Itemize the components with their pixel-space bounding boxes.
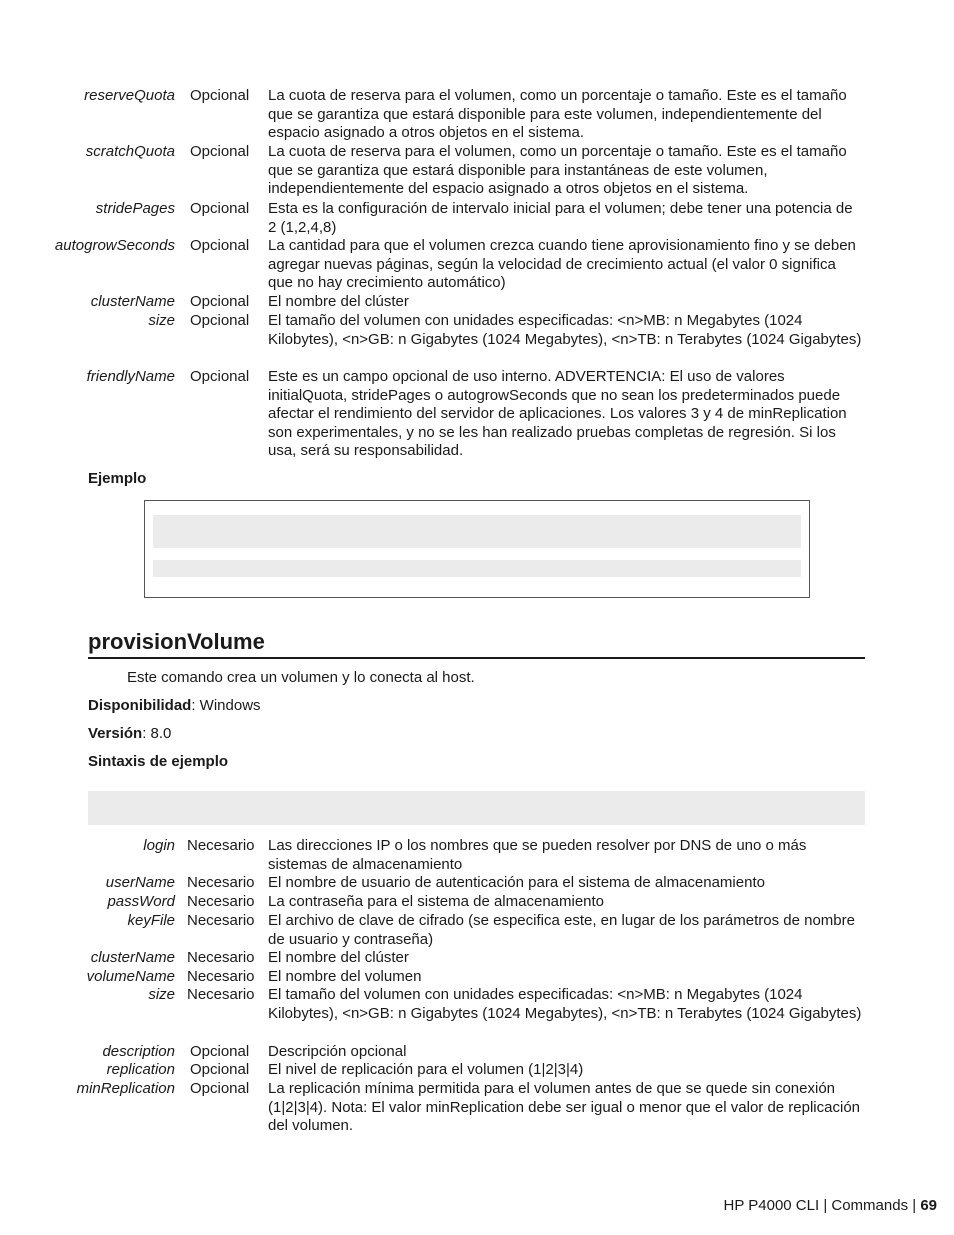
param-description: Las direcciones IP o los nombres que se pueden resolver por DNS de uno o más sistemas de almacenamiento bbox=[268, 837, 807, 873]
param-requirement: Necesario bbox=[187, 986, 255, 1003]
param-description: El archivo de clave de cifrado (se especifica este, en lugar de los parámetros de nombre de usuario y contraseña) bbox=[268, 912, 855, 948]
param-name: size bbox=[148, 312, 175, 329]
param-requirement: Opcional bbox=[190, 368, 250, 385]
param-description: Este es un campo opcional de uso interno. ADVERTENCIA: El uso de valores initialQuota, stridePages o autogrowSeconds que no sean los predeterminados puede afectar el rendimiento del servidor de aplicaciones. Los valores 3 y 4 de minReplication son experimentales, y no se les han realizado pruebas completas de regresión. Si los usa, será su responsabilidad. bbox=[268, 368, 847, 460]
param-requirement: Opcional bbox=[190, 312, 250, 329]
syntax-heading: Sintaxis de ejemplo bbox=[88, 753, 229, 770]
section-title: provisionVolume bbox=[88, 629, 865, 659]
availability-line bbox=[88, 697, 261, 714]
page-number: 69 bbox=[920, 1197, 937, 1214]
param-description: La cuota de reserva para el volumen, como un porcentaje o tamaño. Este es el tamaño que se garantiza que estará disponible para este volumen, independientemente del espacio asignado a otros objetos en el sistema. bbox=[268, 87, 847, 142]
param-name: friendlyName bbox=[86, 368, 175, 385]
param-requirement: Necesario bbox=[187, 893, 255, 910]
footer-text: HP P4000 CLI | Commands | bbox=[723, 1197, 921, 1214]
syntax-code-box bbox=[88, 791, 865, 825]
param-description: La cantidad para que el volumen crezca cuando tiene aprovisionamiento fino y se deben agregar nuevas páginas, según la velocidad de crecimiento actual (el valor 0 significa que no hay crecimiento automático) bbox=[268, 237, 856, 292]
param-requirement: Opcional bbox=[190, 293, 250, 310]
param-description: La cuota de reserva para el volumen, como un porcentaje o tamaño. Este es el tamaño que se garantiza que estará disponible para instantáneas de este volumen, independientemente del espacio asignado a otros objetos en el sistema. bbox=[268, 143, 847, 198]
param-description: El nombre del volumen bbox=[268, 968, 422, 985]
param-name: stridePages bbox=[95, 200, 175, 217]
code-line bbox=[153, 560, 801, 577]
param-requirement: Necesario bbox=[187, 968, 255, 985]
param-requirement: Opcional bbox=[190, 1061, 250, 1078]
param-requirement: Necesario bbox=[187, 912, 255, 929]
example-heading: Ejemplo bbox=[88, 470, 147, 487]
param-requirement: Opcional bbox=[190, 1043, 250, 1060]
param-name: minReplication bbox=[76, 1080, 175, 1097]
param-requirement: Opcional bbox=[190, 1080, 250, 1097]
availability-label: Disponibilidad bbox=[88, 697, 192, 714]
param-name: reserveQuota bbox=[84, 87, 175, 104]
param-description: El nombre del clúster bbox=[268, 949, 409, 966]
param-name: scratchQuota bbox=[85, 143, 175, 160]
param-name: size bbox=[148, 986, 175, 1003]
param-requirement: Opcional bbox=[190, 87, 250, 104]
availability-value: : Windows bbox=[191, 697, 261, 714]
param-description: El nombre del clúster bbox=[268, 293, 409, 310]
param-name: keyFile bbox=[127, 912, 175, 929]
param-requirement: Necesario bbox=[187, 874, 255, 891]
param-description: La contraseña para el sistema de almacenamiento bbox=[268, 893, 605, 910]
param-name: clusterName bbox=[90, 293, 175, 310]
example-code-box bbox=[144, 500, 810, 598]
section-intro: Este comando crea un volumen y lo conecta al host. bbox=[127, 669, 475, 686]
param-requirement: Opcional bbox=[190, 143, 250, 160]
param-name: description bbox=[102, 1043, 175, 1060]
param-name: volumeName bbox=[86, 968, 175, 985]
param-description: El nivel de replicación para el volumen (1|2|3|4) bbox=[268, 1061, 584, 1078]
param-description: El tamaño del volumen con unidades especificadas: <n>MB: n Megabytes (1024 Kilobytes), <n>GB: n Gigabytes (1024 Megabytes), <n>TB: n Terabytes (1024 Gigabytes) bbox=[268, 312, 862, 348]
param-description: El nombre de usuario de autenticación para el sistema de almacenamiento bbox=[268, 874, 765, 891]
param-description: El tamaño del volumen con unidades especificadas: <n>MB: n Megabytes (1024 Kilobytes), <n>GB: n Gigabytes (1024 Megabytes), <n>TB: n Terabytes (1024 Gigabytes) bbox=[268, 986, 862, 1022]
version-line bbox=[88, 725, 171, 742]
param-description: Descripción opcional bbox=[268, 1043, 407, 1060]
param-requirement: Opcional bbox=[190, 200, 250, 217]
code-line bbox=[153, 515, 801, 548]
param-requirement: Opcional bbox=[190, 237, 250, 254]
param-description: Esta es la configuración de intervalo inicial para el volumen; debe tener una potencia de 2 (1,2,4,8) bbox=[268, 200, 853, 236]
param-requirement: Necesario bbox=[187, 837, 255, 854]
param-name: replication bbox=[106, 1061, 175, 1078]
param-name: autogrowSeconds bbox=[54, 237, 175, 254]
page-footer bbox=[724, 1197, 937, 1214]
version-value: : 8.0 bbox=[142, 725, 172, 742]
param-requirement: Necesario bbox=[187, 949, 255, 966]
param-name: login bbox=[143, 837, 175, 854]
param-name: clusterName bbox=[90, 949, 175, 966]
param-name: passWord bbox=[107, 893, 175, 910]
param-name: userName bbox=[105, 874, 175, 891]
param-description: La replicación mínima permitida para el volumen antes de que se quede sin conexión (1|2|3|4). Nota: El valor minReplication debe ser igual o menor que el valor de replicación del volumen. bbox=[268, 1080, 861, 1135]
version-label: Versión bbox=[88, 725, 143, 742]
